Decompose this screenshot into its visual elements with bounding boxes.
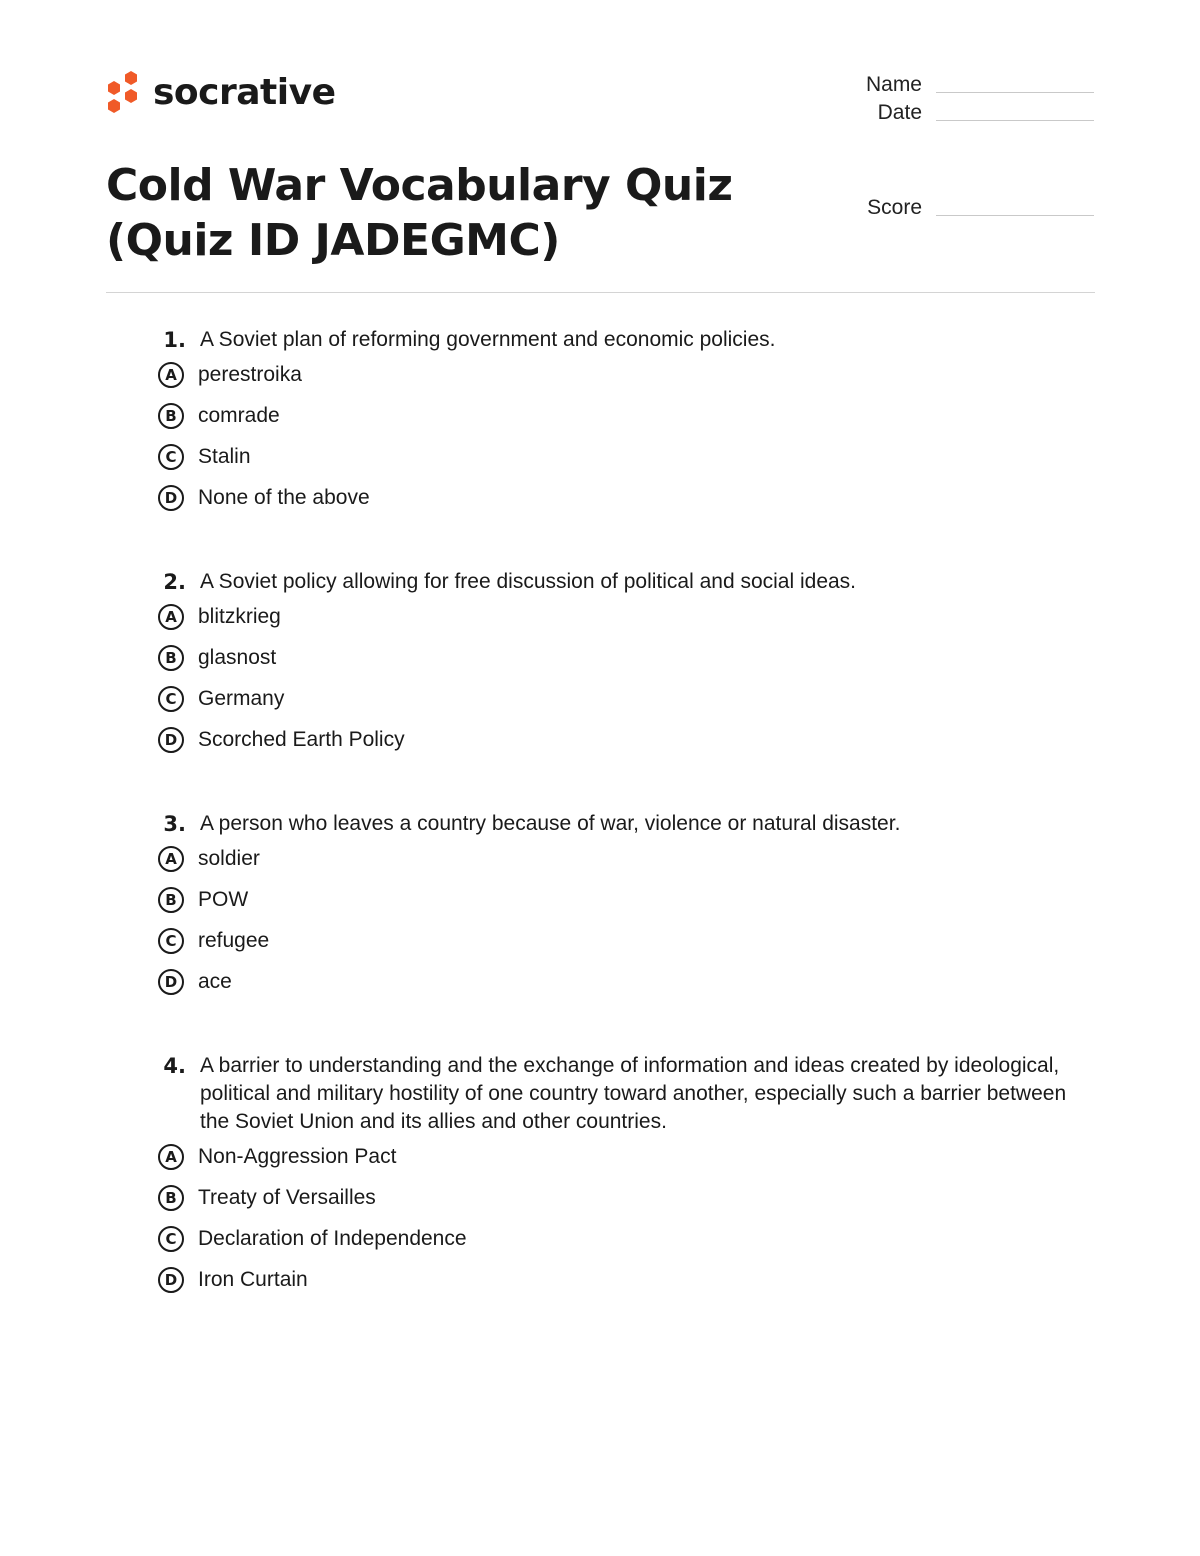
- option-text: glasnost: [198, 646, 277, 669]
- option-text: Scorched Earth Policy: [198, 728, 405, 751]
- score-line: [936, 214, 1094, 216]
- option-c[interactable]: [150, 1224, 1090, 1254]
- header-divider: [106, 292, 1095, 293]
- option-letter-badge: C: [158, 444, 184, 470]
- option-letter-badge: B: [158, 403, 184, 429]
- option-letter-badge: D: [158, 1267, 184, 1293]
- options-list: [150, 602, 1090, 755]
- option-c[interactable]: [150, 684, 1090, 714]
- option-b[interactable]: [150, 401, 1090, 431]
- option-b[interactable]: [150, 643, 1090, 673]
- date-label: Date: [877, 101, 922, 124]
- socrative-logo: [105, 68, 335, 118]
- question-1: [150, 326, 1090, 524]
- option-d[interactable]: [150, 725, 1090, 755]
- brand-name: socrative: [153, 72, 336, 113]
- option-text: Non-Aggression Pact: [198, 1145, 397, 1168]
- option-a[interactable]: [150, 1142, 1090, 1172]
- question-text: A Soviet policy allowing for free discussion of political and social ideas.: [200, 570, 857, 593]
- question-number: 4.: [163, 1054, 186, 1078]
- option-letter-badge: D: [158, 485, 184, 511]
- option-text: perestroika: [198, 363, 302, 386]
- option-letter-badge: A: [158, 362, 184, 388]
- option-letter-badge: B: [158, 887, 184, 913]
- question-text: A barrier to understanding and the exchange of information and ideas created by ideological, political and military hostility of one country toward another, especially such a barrier between the Soviet Union and its allies and other countries.: [200, 1054, 1067, 1133]
- option-letter-badge: B: [158, 1185, 184, 1211]
- option-a[interactable]: [150, 602, 1090, 632]
- option-letter-badge: A: [158, 1144, 184, 1170]
- option-text: Germany: [198, 687, 285, 710]
- option-text: blitzkrieg: [198, 605, 281, 628]
- option-text: Declaration of Independence: [198, 1227, 467, 1250]
- question-text: A Soviet plan of reforming government and economic policies.: [200, 328, 776, 351]
- date-line: [936, 119, 1094, 121]
- option-letter-badge: A: [158, 604, 184, 630]
- option-b[interactable]: [150, 885, 1090, 915]
- option-c[interactable]: [150, 926, 1090, 956]
- option-c[interactable]: [150, 442, 1090, 472]
- option-text: Iron Curtain: [198, 1268, 308, 1291]
- option-letter-badge: C: [158, 1226, 184, 1252]
- option-letter-badge: D: [158, 969, 184, 995]
- question-4: [150, 1052, 1090, 1306]
- date-field: [802, 102, 1094, 123]
- name-line: [936, 91, 1094, 93]
- option-d[interactable]: [150, 483, 1090, 513]
- quiz-title: Cold War Vocabulary Quiz (Quiz ID JADEGMC): [106, 160, 733, 266]
- socrative-hexagon-icon: [105, 69, 141, 117]
- option-text: refugee: [198, 929, 270, 952]
- option-letter-badge: B: [158, 645, 184, 671]
- question-number: 3.: [163, 812, 186, 836]
- option-text: POW: [198, 888, 249, 911]
- option-text: comrade: [198, 404, 280, 427]
- option-letter-badge: A: [158, 846, 184, 872]
- option-d[interactable]: [150, 1265, 1090, 1295]
- option-d[interactable]: [150, 967, 1090, 997]
- option-text: soldier: [198, 847, 260, 870]
- options-list: [150, 360, 1090, 513]
- option-letter-badge: D: [158, 727, 184, 753]
- question-number: 2.: [163, 570, 186, 594]
- name-label: Name: [865, 73, 922, 96]
- option-text: Treaty of Versailles: [198, 1186, 376, 1209]
- question-2: [150, 568, 1090, 766]
- question-3: [150, 810, 1090, 1008]
- option-text: None of the above: [198, 486, 370, 509]
- score-label: Score: [867, 196, 922, 219]
- option-letter-badge: C: [158, 928, 184, 954]
- option-text: ace: [198, 970, 232, 993]
- option-a[interactable]: [150, 844, 1090, 874]
- options-list: [150, 844, 1090, 997]
- option-a[interactable]: [150, 360, 1090, 390]
- option-b[interactable]: [150, 1183, 1090, 1213]
- options-list: [150, 1142, 1090, 1295]
- score-field: [802, 197, 1094, 218]
- option-letter-badge: C: [158, 686, 184, 712]
- question-text: A person who leaves a country because of war, violence or natural disaster.: [200, 812, 901, 835]
- name-field: [802, 74, 1094, 95]
- option-text: Stalin: [198, 445, 251, 468]
- question-number: 1.: [163, 328, 186, 352]
